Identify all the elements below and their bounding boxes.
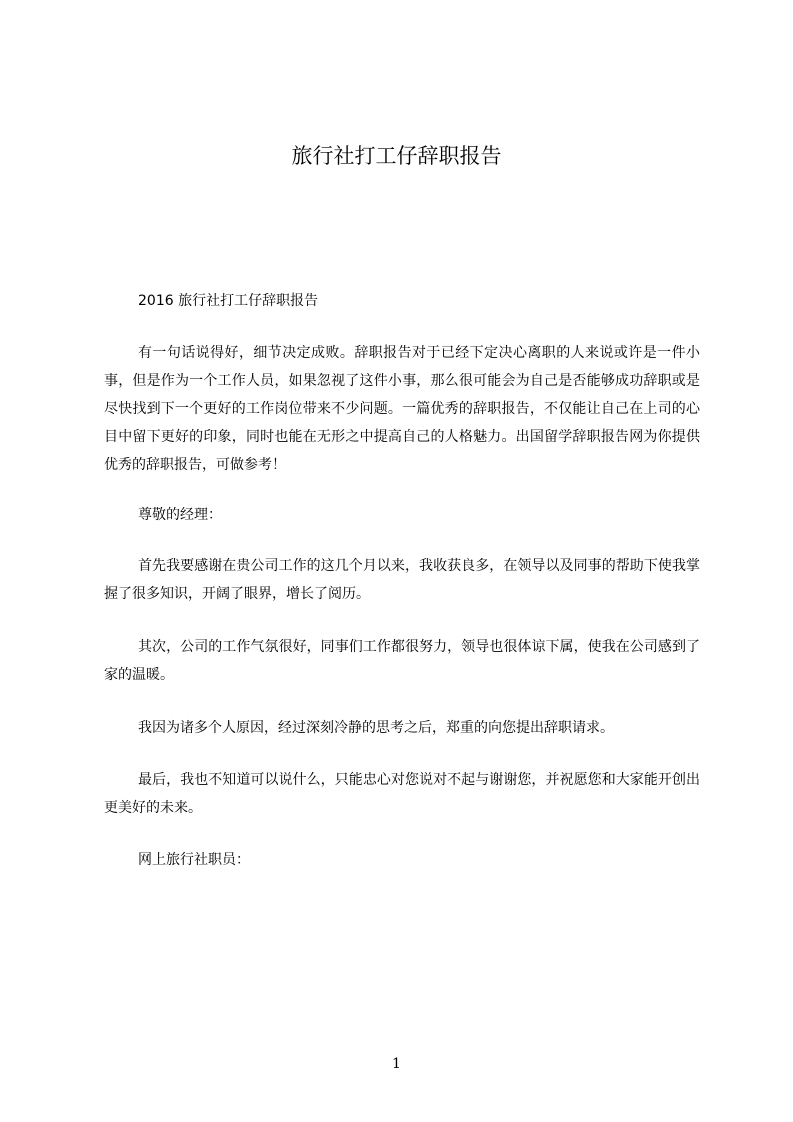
- resignation-reason-paragraph: 我因为诸多个人原因，经过深刻冷静的思考之后，郑重的向您提出辞职请求。: [138, 720, 614, 736]
- signature-line: 网上旅行社职员：: [138, 852, 250, 868]
- page-number: 1: [392, 1056, 401, 1072]
- workplace-paragraph: 其次，公司的工作气氛很好，同事们工作都很努力，领导也很体谅下属，使我在公司感到了家的温暖。: [104, 639, 700, 683]
- document-subtitle: 2016 旅行社打工仔辞职报告: [138, 293, 319, 309]
- document-title: 旅行社打工仔辞职报告: [291, 144, 502, 168]
- closing-paragraph: 最后，我也不知道可以说什么，只能忠心对您说对不起与谢谢您，并祝愿您和大家能开创出更美好的未来。: [104, 772, 700, 816]
- gratitude-paragraph: 首先我要感谢在贵公司工作的这几个月以来，我收获良多，在领导以及同事的帮助下使我掌握了很多知识，开阔了眼界，增长了阅历。: [104, 558, 700, 602]
- intro-paragraph: 有一句话说得好，细节决定成败。辞职报告对于已经下定决心离职的人来说或许是一件小事，但是作为一个工作人员，如果忽视了这件小事，那么很可能会为自己是否能够成功辞职或是尽快找到下一个更好的工作岗位带来不少问题。一篇优秀的辞职报告，不仅能让自己在上司的心目中留下更好的印象，同时也能在无形之中提高自己的人格魅力。出国留学辞职报告网为你提供优秀的辞职报告，可做参考！: [104, 345, 700, 473]
- greeting-paragraph: 尊敬的经理：: [138, 507, 222, 523]
